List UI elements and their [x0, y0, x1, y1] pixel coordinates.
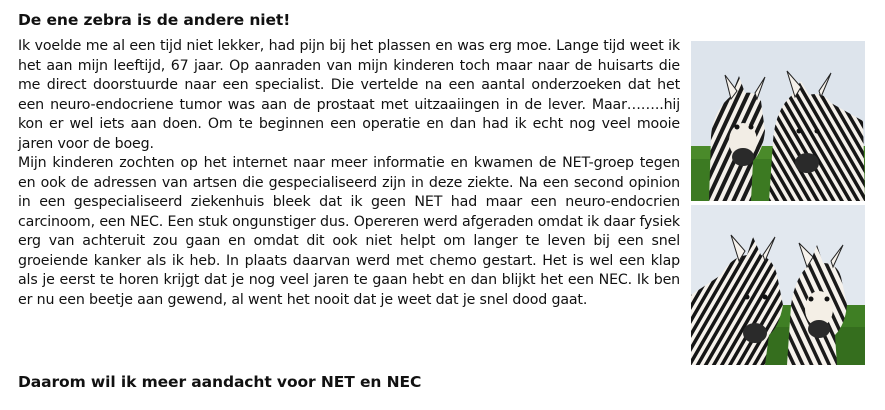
zebra-illustration-top [691, 41, 865, 201]
paragraph-second-opinion: Mijn kinderen zochten op het internet naar meer informatie en kwamen de NET-groep tegen en ook de adressen van artsen die gespecialiseerd zijn in deze ziekte. Na een second opinion in een gespecialiseerd ziekenhuis bleek dat ik geen NET had maar een neuro-endocrien carcinoom, een NEC. Een stuk ongunstiger dus. Opereren werd afgeraden omdat ik daar fysiek erg van achteruit zou gaan en omdat dit ook niet helpt om langer te leven bij een snel groeiende kanker als ik heb. In plaats daarvan werd met chemo gestart. Het is wel een klap als je eerst te horen krijgt dat je nog veel jaren te gaan hebt en dan blijkt het een NEC. Ik ben er nu een beetje aan gewend, al went het nooit dat je weet dat je snel dood gaat. [18, 155, 680, 308]
article-title: De ene zebra is de andere niet! [18, 11, 291, 29]
zebra-photo-top [691, 41, 865, 201]
article-body [18, 37, 680, 310]
paragraph-diagnosis: Ik voelde me al een tijd niet lekker, had pijn bij het plassen en was erg moe. Lange tijd weet ik het aan mijn leeftijd, 67 jaar. Op aanraden van mijn kinderen toch maar naar de huisarts die me direct doorstuurde naar een specialist. Die vertelde na een aantal onderzoeken dat het een neuro-endocriene tumor was aan de prostaat met uitzaaiingen in de lever. Maar……..hij kon er wel iets aan doen. Om te beginnen een operatie en dan had ik echt nog veel mooie jaren voor de boeg. [18, 38, 680, 152]
zebra-illustration-bottom [691, 205, 865, 365]
closing-statement: Daarom wil ik meer aandacht voor NET en NEC [18, 373, 422, 391]
zebra-photo-bottom [691, 205, 865, 365]
